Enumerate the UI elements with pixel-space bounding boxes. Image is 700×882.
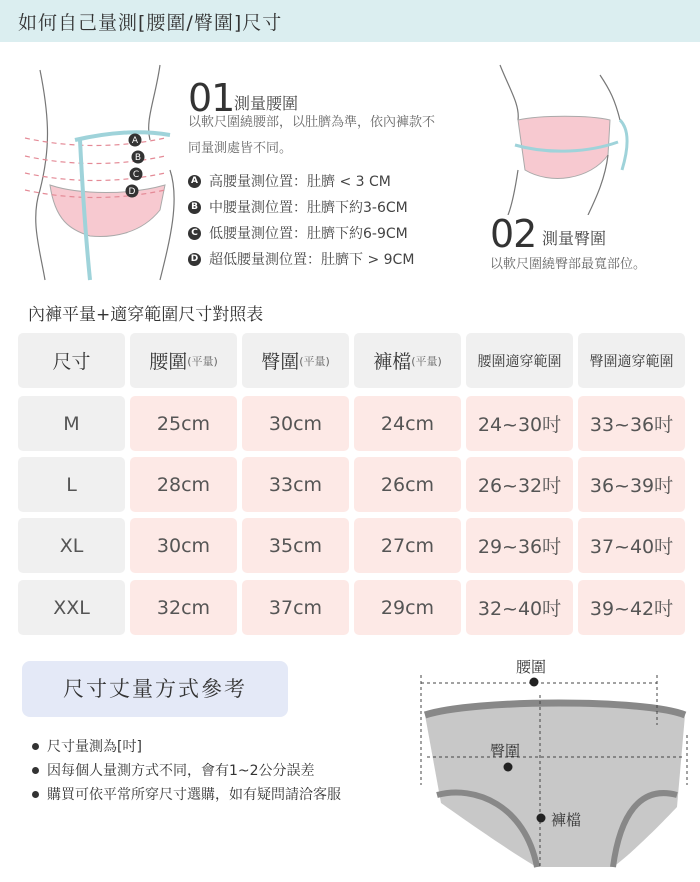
table-cell-hip: 37cm <box>242 580 349 635</box>
page-title: 如何自己量測[腰圍/臀圍]尺寸 <box>18 12 283 34</box>
table-cell-hip: 30cm <box>242 396 349 451</box>
table-cell-size: XL <box>18 518 125 573</box>
size-table-title: 內褲平量+適穿範圍尺寸對照表 <box>28 305 264 325</box>
diagram-hip-label: 臀圍 <box>490 742 521 760</box>
position-item-d <box>188 246 414 272</box>
header-sub-label: (平量) <box>411 354 442 368</box>
table-cell-waist: 28cm <box>130 457 237 512</box>
diagram-crotch-label: 褲檔 <box>551 811 582 829</box>
header-bar <box>0 0 700 42</box>
note-text: 購買可依平常所穿尺寸選購，如有疑問請洽客服 <box>47 787 341 803</box>
table-cell-crotch: 26cm <box>354 457 461 512</box>
waist-position-list <box>188 168 414 272</box>
badge-b-icon: B <box>188 201 201 214</box>
bullet-icon <box>32 767 39 774</box>
note-item <box>32 734 341 758</box>
header-label: 臀圍 <box>261 351 300 373</box>
header-label: 腰圍適穿範圍 <box>477 353 562 370</box>
table-cell-size: M <box>18 396 125 451</box>
waist-step-label: 測量腰圍 <box>234 94 299 113</box>
table-header-crotch <box>354 333 461 388</box>
svg-text:D: D <box>128 187 136 197</box>
header-sub-label: (平量) <box>299 354 330 368</box>
hip-step-label: 測量臀圍 <box>542 229 607 248</box>
position-item-b <box>188 194 414 220</box>
waist-description-line1: 以軟尺圍繞腰部，以肚臍為準，依內褲款不 <box>188 115 436 130</box>
reference-title: 尺寸丈量方式參考 <box>63 677 247 701</box>
badge-a-icon: A <box>188 175 201 188</box>
table-cell-size: XXL <box>18 580 125 635</box>
table-cell-waist: 25cm <box>130 396 237 451</box>
table-header-hip-range <box>578 333 685 388</box>
position-text: 低腰量測位置：肚臍下約6-9CM <box>209 226 408 242</box>
table-cell-hip-range: 39~42吋 <box>578 580 685 635</box>
badge-c-icon: C <box>188 227 201 240</box>
diagram-waist-label: 腰圍 <box>516 658 547 676</box>
table-cell-crotch: 29cm <box>354 580 461 635</box>
garment-diagram <box>415 655 695 880</box>
table-cell-waist-range: 26~32吋 <box>466 457 573 512</box>
measurement-reference-box <box>22 661 288 717</box>
notes-list <box>32 734 341 806</box>
position-item-c <box>188 220 414 246</box>
hip-description: 以軟尺圍繞臀部最寬部位。 <box>490 257 647 272</box>
note-item <box>32 758 341 782</box>
table-header-waist <box>130 333 237 388</box>
table-header-waist-range <box>466 333 573 388</box>
waist-illustration <box>20 60 190 285</box>
bullet-icon <box>32 791 39 798</box>
table-cell-hip: 33cm <box>242 457 349 512</box>
table-cell-crotch: 27cm <box>354 518 461 573</box>
waist-point-icon <box>530 678 539 687</box>
hip-point-icon <box>504 763 513 772</box>
step-number-02: 02 <box>490 212 537 256</box>
table-header-hip <box>242 333 349 388</box>
step-number-01: 01 <box>188 76 235 120</box>
note-item <box>32 782 341 806</box>
svg-text:B: B <box>134 153 142 163</box>
badge-d-icon: D <box>188 253 201 266</box>
table-cell-waist-range: 29~36吋 <box>466 518 573 573</box>
crotch-point-icon <box>537 814 546 823</box>
header-label: 腰圍 <box>149 351 188 373</box>
table-cell-hip-range: 37~40吋 <box>578 518 685 573</box>
header-label: 褲檔 <box>373 351 412 373</box>
table-cell-waist-range: 32~40吋 <box>466 580 573 635</box>
header-label: 尺寸 <box>52 351 91 373</box>
position-text: 超低腰量測位置：肚臍下 > 9CM <box>209 252 415 268</box>
position-text: 高腰量測位置：肚臍 < 3 CM <box>209 174 391 190</box>
position-text: 中腰量測位置：肚臍下約3-6CM <box>209 200 408 216</box>
table-cell-size: L <box>18 457 125 512</box>
table-cell-hip-range: 33~36吋 <box>578 396 685 451</box>
svg-text:C: C <box>132 170 140 180</box>
header-label: 臀圍適穿範圍 <box>589 353 674 370</box>
waist-description-line2: 同量測處皆不同。 <box>188 141 293 156</box>
note-text: 尺寸量測為[吋] <box>47 739 142 755</box>
position-item-a <box>188 168 414 194</box>
table-header-size <box>18 333 125 388</box>
bullet-icon <box>32 743 39 750</box>
table-cell-waist-range: 24~30吋 <box>466 396 573 451</box>
hip-illustration <box>490 60 640 215</box>
header-sub-label: (平量) <box>187 354 218 368</box>
table-cell-waist: 32cm <box>130 580 237 635</box>
table-cell-hip: 35cm <box>242 518 349 573</box>
table-cell-hip-range: 36~39吋 <box>578 457 685 512</box>
table-cell-waist: 30cm <box>130 518 237 573</box>
table-cell-crotch: 24cm <box>354 396 461 451</box>
svg-text:A: A <box>131 136 139 146</box>
note-text: 因每個人量測方式不同，會有1~2公分誤差 <box>47 763 315 779</box>
